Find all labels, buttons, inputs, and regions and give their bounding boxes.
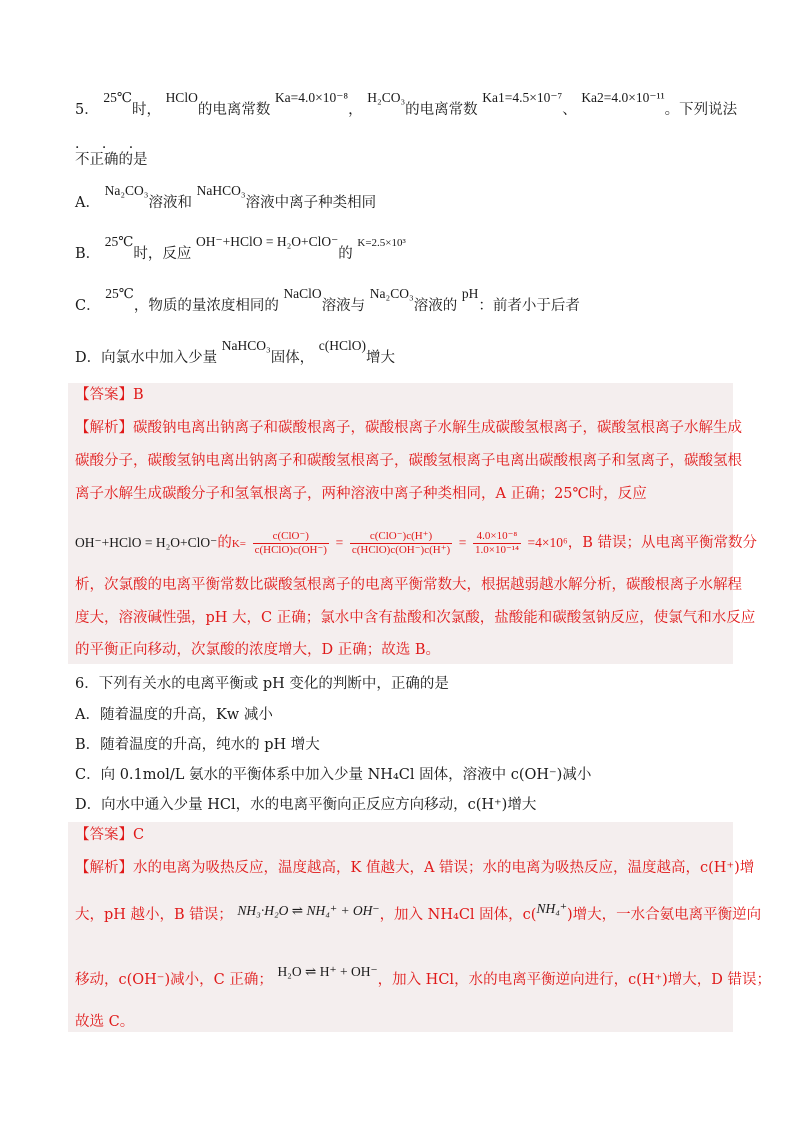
- text: 的: [338, 246, 353, 262]
- formula: NaHCO₃: [221, 338, 271, 353]
- text: )增大，一水合氨电离平衡逆向: [567, 907, 762, 923]
- equilibrium-constant-equation: [75, 526, 757, 561]
- text: ：前者小于后者: [478, 298, 580, 314]
- text: ，加入 HCl，水的电离平衡逆向进行，c(H⁺)增大，D 错误；: [377, 972, 772, 988]
- text: 的电离常数: [197, 102, 271, 118]
- formula: 25℃: [104, 234, 134, 249]
- q6-option-a: A．随着温度的升高，Kw 减小: [75, 707, 273, 723]
- fraction: [350, 530, 452, 557]
- text: 的: [217, 535, 232, 551]
- option-label: B．: [75, 246, 101, 262]
- formula: 25℃: [105, 286, 134, 301]
- formula: NH₃·H₂O ⇌ NH₄⁺ + OH⁻: [237, 903, 380, 918]
- text: 溶液和: [148, 195, 193, 211]
- equals-sign: =: [458, 535, 467, 550]
- text: 溶液与: [321, 298, 366, 314]
- numerator: c(ClO⁻)c(H⁺): [350, 530, 452, 544]
- formula: OH⁻+HClO = H₂O+ClO⁻: [75, 535, 218, 550]
- q5-option-d: [75, 338, 396, 368]
- denominator: 1.0×10⁻¹⁴: [475, 543, 519, 556]
- denominator: c(HClO)c(OH⁻): [254, 543, 327, 556]
- formula: K=2.5×10³: [357, 237, 406, 249]
- text: 固体，: [270, 350, 315, 366]
- q5-option-c: [75, 286, 580, 316]
- numerator: 4.0×10⁻⁸: [473, 530, 521, 544]
- formula: H₂CO₃: [367, 90, 406, 105]
- analysis-line: 碳酸分子，碳酸氢钠电离出钠离子和碳酸氢根离子，碳酸氢根离子电离出碳酸根离子和氢离子，碳酸氢根: [75, 453, 742, 469]
- formula: Na₂CO₃: [104, 183, 149, 198]
- text: 溶液的: [413, 298, 458, 314]
- formula: =4×10⁶: [527, 535, 568, 550]
- formula: 25℃: [103, 90, 132, 105]
- answer-label: 【答案】B: [75, 387, 144, 403]
- formula: NaClO: [283, 286, 322, 301]
- analysis-line: 【解析】碳酸钠电离出钠离子和碳酸根离子，碳酸根离子水解生成碳酸氢根离子，碳酸氢根离子水解生成: [75, 420, 742, 436]
- text: 移动，c(OH⁻)减小，C 正确；: [75, 972, 273, 988]
- analysis-line: [75, 964, 772, 990]
- option-label: A．: [75, 195, 100, 211]
- text: ，: [348, 102, 363, 118]
- text: 、: [562, 102, 577, 118]
- formula: OH⁻+HClO = H₂O+ClO⁻: [195, 234, 339, 249]
- fraction: [473, 530, 521, 557]
- analysis-line: 的平衡正向移动，次氯酸的浓度增大，D 正确；故选 B。: [75, 642, 440, 658]
- text: 大，pH 越小，B 错误；: [75, 907, 233, 923]
- formula: H₂O ⇌ H⁺ + OH⁻: [277, 964, 378, 979]
- text: ，物质的量浓度相同的: [133, 298, 279, 314]
- formula: Ka=4.0×10⁻⁸: [274, 90, 349, 105]
- analysis-line: 【解析】水的电离为吸热反应，温度越高，K 值越大，A 错误；水的电离为吸热反应，温度越高，c(H⁺)增: [75, 860, 755, 876]
- formula: pH: [461, 286, 479, 301]
- formula: Na₂CO₃: [369, 286, 414, 301]
- q6-option-b: B．随着温度的升高，纯水的 pH 增大: [75, 737, 320, 753]
- denominator: c(HClO)c(OH⁻)c(H⁺): [351, 543, 451, 556]
- text: 溶液中离子种类相同: [245, 195, 377, 211]
- text: ，加入 NH₄Cl 固体，c(: [379, 907, 537, 923]
- text: 增大: [366, 350, 396, 366]
- q5-stem: [75, 90, 738, 120]
- q6-stem: 6．下列有关水的电离平衡或 pH 变化的判断中，正确的是: [75, 676, 449, 692]
- analysis-line: 度大，溶液碱性强，pH 大，C 正确；氯水中含有盐酸和次氯酸，盐酸能和碳酸氢钠反应，使氯气和水反应: [75, 610, 756, 626]
- analysis-line: 离子水解生成碳酸分子和氢氧根离子，两种溶液中离子种类相同，A 正确；25℃时，反应: [75, 486, 647, 502]
- formula: HClO: [165, 90, 198, 105]
- answer-label: 【答案】C: [75, 827, 145, 843]
- option-label: C．: [75, 298, 101, 314]
- formula: c(HClO): [318, 338, 367, 353]
- option-label: D．向氯水中加入少量: [75, 350, 218, 366]
- q5-stem-line2: 不正确的是: [75, 152, 148, 168]
- text: ，B 错误；从电离平衡常数分: [567, 535, 757, 551]
- analysis-line: 析，次氯酸的电离平衡常数比碳酸氢根离子的电离平衡常数大，根据越弱越水解分析，碳酸根离子水解程: [75, 577, 742, 593]
- text: 时，: [131, 102, 161, 118]
- q6-answer-block: [68, 822, 733, 1032]
- q6-option-c: C．向 0.1mol/L 氨水的平衡体系中加入少量 NH₄Cl 固体，溶液中 c(OH⁻)减小: [75, 767, 592, 783]
- q5-option-a: [75, 183, 377, 213]
- formula: Ka1=4.5×10⁻⁷: [482, 90, 563, 105]
- emphasis-dots: · · ·: [75, 140, 143, 156]
- analysis-line: 故选 C。: [75, 1014, 135, 1030]
- formula: K=: [231, 538, 246, 550]
- question-number: 5．: [75, 102, 99, 118]
- text: 。下列说法: [664, 102, 738, 118]
- formula: NaHCO₃: [196, 183, 246, 198]
- formula: NH₄⁺: [536, 901, 568, 916]
- equals-sign: =: [335, 535, 344, 550]
- text: 的电离常数: [405, 102, 478, 118]
- numerator: c(ClO⁻): [253, 530, 329, 544]
- fraction: [253, 530, 329, 557]
- text: 时，反应: [133, 246, 192, 262]
- q6-option-d: D．向水中通入少量 HCl，水的电离平衡向正反应方向移动，c(H⁺)增大: [75, 797, 537, 813]
- analysis-line: [75, 901, 762, 925]
- formula: Ka2=4.0×10⁻¹¹: [581, 90, 665, 105]
